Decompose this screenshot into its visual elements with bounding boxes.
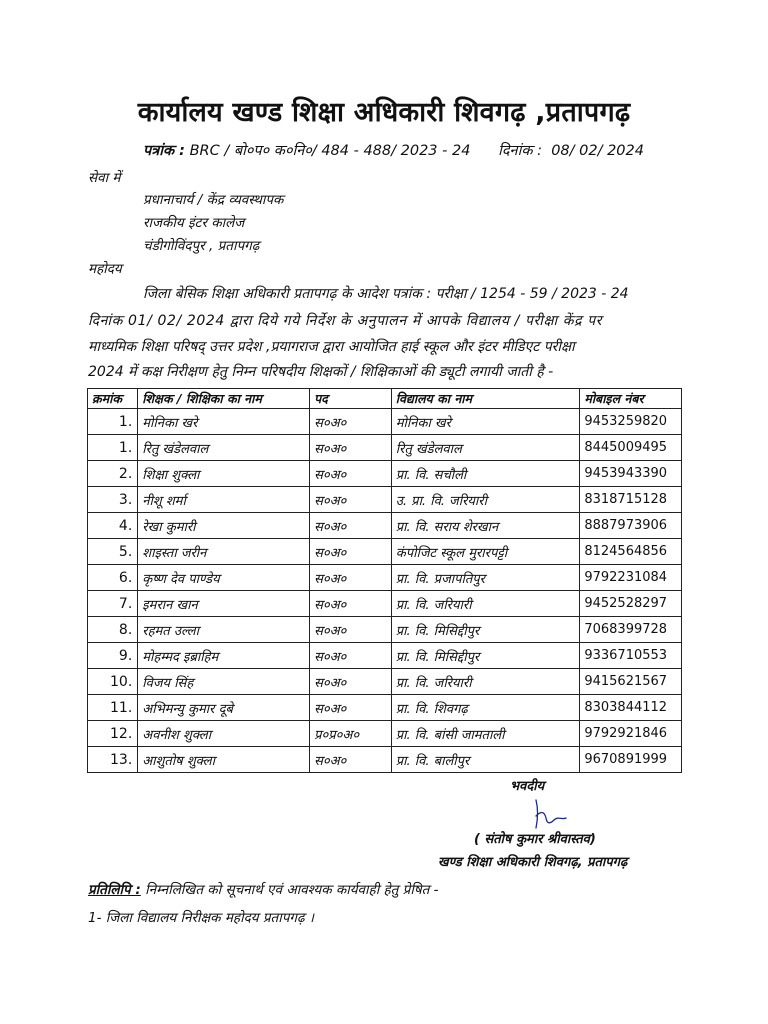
copy-item-1: 1- जिला विद्यालय निरीक्षक महोदय प्रतापगढ़ । [88, 910, 315, 926]
row-post: स०अ० [310, 539, 392, 565]
row-school-name: प्रा. वि. सराय शेरखान [391, 513, 580, 539]
row-school-name: उ. प्रा. वि. जरियारी [391, 487, 580, 513]
reference-number: BRC / बो०प० क०नि०/ 484 - 488/ 2023 - 24 [189, 143, 471, 159]
row-mobile: 9792921846 [580, 721, 682, 747]
row-school-name: रितु खंडेलवाल [391, 435, 580, 461]
table-row [88, 669, 682, 695]
row-post: स०अ० [310, 409, 392, 435]
signatory-name: ( संतोष कुमार श्रीवास्तव) [474, 832, 596, 847]
copy-line [88, 880, 439, 898]
row-teacher-name: आशुतोष शुक्ला [138, 747, 310, 773]
table-row [88, 643, 682, 669]
header-teacher-name: शिक्षक / शिक्षिका का नाम [138, 389, 310, 409]
row-school-name: मोनिका खरे [391, 409, 580, 435]
duty-table [87, 388, 682, 773]
row-mobile: 8318715128 [580, 487, 682, 513]
table-row [88, 513, 682, 539]
row-sno: 5. [88, 539, 138, 565]
signatory-designation: खण्ड शिक्षा अधिकारी शिवगढ़, प्रतापगढ़ [438, 855, 628, 870]
table-row [88, 721, 682, 747]
row-mobile: 8303844112 [580, 695, 682, 721]
header-school-name: विद्यालय का नाम [391, 389, 580, 409]
row-sno: 2. [88, 461, 138, 487]
row-post: स०अ० [310, 695, 392, 721]
row-mobile: 9336710553 [580, 643, 682, 669]
reference-label: पत्रांक : [143, 143, 185, 159]
table-row [88, 747, 682, 773]
row-post: स०अ० [310, 643, 392, 669]
row-school-name: प्रा. वि. बालीपुर [391, 747, 580, 773]
row-school-name: प्रा. वि. बांसी जामताली [391, 721, 580, 747]
row-sno: 9. [88, 643, 138, 669]
row-teacher-name: नीशू शर्मा [138, 487, 310, 513]
row-teacher-name: इमरान खान [138, 591, 310, 617]
body-line-2: दिनांक 01/ 02/ 2024 द्वारा दिये गये निर्देश के अनुपालन में आपके विद्यालय / परीक्षा केंद्र पर [88, 313, 603, 329]
row-post: स०अ० [310, 461, 392, 487]
row-sno: 8. [88, 617, 138, 643]
row-sno: 6. [88, 565, 138, 591]
row-post: प्र०प्र०अ० [310, 721, 392, 747]
row-post: स०अ० [310, 617, 392, 643]
date-label: दिनांक : [498, 143, 542, 159]
addressee-line-2: राजकीय इंटर कालेज [143, 215, 245, 231]
row-mobile: 9415621567 [580, 669, 682, 695]
row-post: स०अ० [310, 435, 392, 461]
reference-line [143, 140, 644, 160]
header-mobile: मोबाइल नंबर [580, 389, 682, 409]
row-sno: 13. [88, 747, 138, 773]
row-teacher-name: शिक्षा शुक्ला [138, 461, 310, 487]
letter-date: 08/ 02/ 2024 [551, 143, 644, 159]
salutation: महोदय [88, 261, 122, 277]
row-mobile: 9670891999 [580, 747, 682, 773]
row-teacher-name: अभिमन्यु कुमार दूबे [138, 695, 310, 721]
row-sno: 1. [88, 435, 138, 461]
row-sno: 1. [88, 409, 138, 435]
row-school-name: प्रा. वि. मिसिद्दीपुर [391, 643, 580, 669]
addressee-line-1: प्रधानाचार्य / केंद्र व्यवस्थापक [143, 192, 284, 208]
row-mobile: 9452528297 [580, 591, 682, 617]
table-row [88, 539, 682, 565]
table-row [88, 591, 682, 617]
row-teacher-name: रितु खंडेलवाल [138, 435, 310, 461]
row-post: स०अ० [310, 487, 392, 513]
row-post: स०अ० [310, 513, 392, 539]
body-line-4: 2024 में कक्ष निरीक्षण हेतु निम्न परिषदीय शिक्षकों / शिक्षिकाओं की ड्यूटी लगायी जाती है - [88, 364, 554, 380]
row-sno: 11. [88, 695, 138, 721]
row-sno: 4. [88, 513, 138, 539]
body-line-3: माध्यमिक शिक्षा परिषद् उत्तर प्रदेश ,प्रयागराज द्वारा आयोजित हाई स्कूल और इंटर मीडिएट परीक्षा [88, 339, 575, 355]
row-school-name: प्रा. वि. प्रजापतिपुर [391, 565, 580, 591]
table-header-row [88, 389, 682, 409]
row-post: स०अ० [310, 565, 392, 591]
row-teacher-name: कृष्ण देव पाण्डेय [138, 565, 310, 591]
row-school-name: प्रा. वि. सचौली [391, 461, 580, 487]
row-sno: 3. [88, 487, 138, 513]
copy-label: प्रतिलिपि : [88, 882, 141, 898]
row-teacher-name: रेखा कुमारी [138, 513, 310, 539]
row-school-name: प्रा. वि. मिसिद्दीपुर [391, 617, 580, 643]
table-row [88, 409, 682, 435]
table-row [88, 461, 682, 487]
row-post: स०अ० [310, 747, 392, 773]
table-body [88, 409, 682, 773]
row-mobile: 8124564856 [580, 539, 682, 565]
row-teacher-name: शाइस्ता जरीन [138, 539, 310, 565]
row-teacher-name: मोहम्मद इब्राहिम [138, 643, 310, 669]
signature [524, 796, 584, 832]
row-sno: 7. [88, 591, 138, 617]
office-title: कार्यालय खण्ड शिक्षा अधिकारी शिवगढ़ ,प्रतापगढ़ [137, 97, 631, 128]
row-mobile: 9453943390 [580, 461, 682, 487]
table-row [88, 435, 682, 461]
row-mobile: 9792231084 [580, 565, 682, 591]
copy-text: निम्नलिखित को सूचनार्थ एवं आवश्यक कार्यवाही हेतु प्रेषित - [145, 882, 439, 898]
row-mobile: 9453259820 [580, 409, 682, 435]
addressee-line-3: चंडीगोविंदपुर , प्रतापगढ़ [143, 238, 260, 254]
table-row [88, 695, 682, 721]
body-line-1: जिला बेसिक शिक्षा अधिकारी प्रतापगढ़ के आदेश पत्रांक : परीक्षा / 1254 - 59 / 2023 - 24 [143, 286, 629, 302]
row-sno: 12. [88, 721, 138, 747]
row-teacher-name: मोनिका खरे [138, 409, 310, 435]
row-school-name: प्रा. वि. शिवगढ़ [391, 695, 580, 721]
row-post: स०अ० [310, 669, 392, 695]
row-school-name: कंपोजिट स्कूल मुरारपट्टी [391, 539, 580, 565]
table-row [88, 565, 682, 591]
row-school-name: प्रा. वि. जरियारी [391, 669, 580, 695]
row-mobile: 8887973906 [580, 513, 682, 539]
closing-yours: भवदीय [510, 779, 545, 794]
row-post: स०अ० [310, 591, 392, 617]
table-row [88, 617, 682, 643]
table-row [88, 487, 682, 513]
row-mobile: 7068399728 [580, 617, 682, 643]
seva-mein: सेवा में [88, 170, 121, 186]
row-sno: 10. [88, 669, 138, 695]
row-school-name: प्रा. वि. जरियारी [391, 591, 580, 617]
row-teacher-name: अवनीश शुक्ला [138, 721, 310, 747]
header-post: पद [310, 389, 392, 409]
row-teacher-name: रहमत उल्ला [138, 617, 310, 643]
header-sno: क्रमांक [88, 389, 138, 409]
row-teacher-name: विजय सिंह [138, 669, 310, 695]
row-mobile: 8445009495 [580, 435, 682, 461]
